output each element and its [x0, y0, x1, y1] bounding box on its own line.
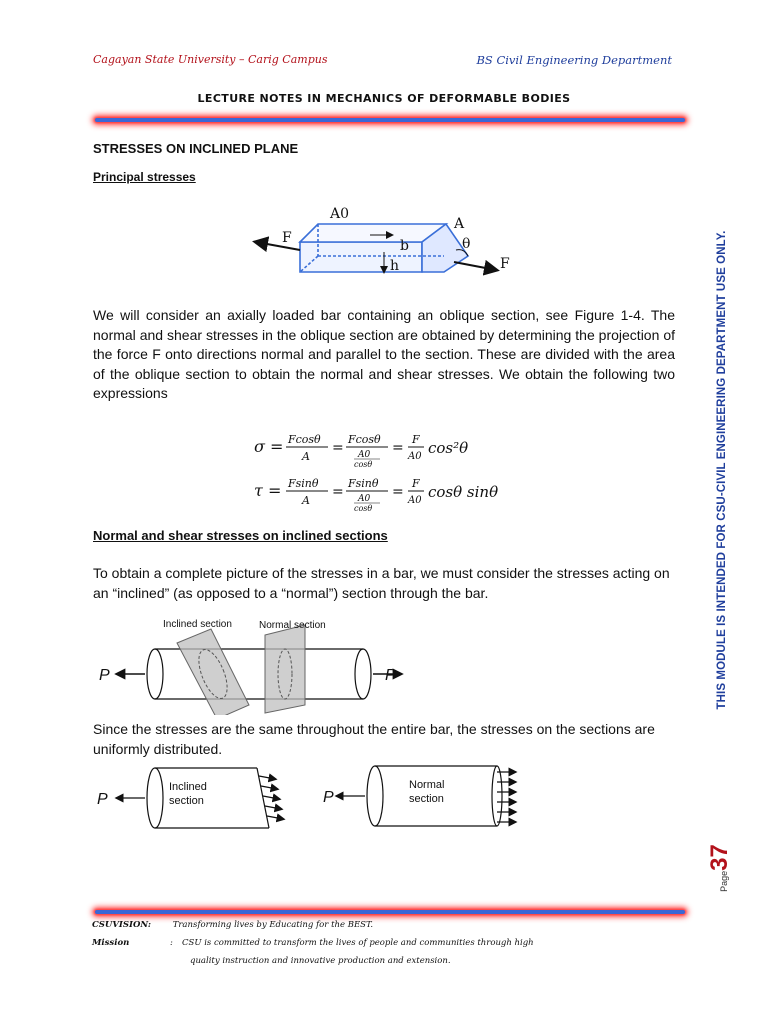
svg-text:F: F: [412, 477, 420, 490]
svg-text:A0: A0: [358, 494, 371, 504]
svg-text:section: section: [169, 795, 204, 807]
svg-text:=: =: [332, 484, 344, 500]
paragraph-oblique-section: We will consider an axially loaded bar containing an oblique section, see Figure 1-4. The normal and shear stresses in the oblique section are obtained by determining the projection of the force F onto directions normal and parallel to the section. These are divided with the area of the oblique section to obtain the normal and shear stresses. We obtain the following two expressions: [93, 307, 675, 401]
svg-text:cosθ sinθ: cosθ sinθ: [428, 483, 499, 501]
mission-text-1: CSU is committed to transform the lives of people and communities through high: [182, 938, 534, 948]
side-notice: THIS MODULE IS INTENDED FOR CSU-CIVIL ENGINEERING DEPARTMENT USE ONLY.: [716, 230, 728, 710]
svg-text:Fcosθ: Fcosθ: [288, 433, 321, 446]
subheading-principal-stresses: Principal stresses: [93, 170, 196, 184]
label-b: b: [400, 238, 409, 254]
header-rule: [95, 118, 685, 122]
page-number: [706, 844, 734, 892]
paragraph-uniform-distribution: Since the stresses are the same throughout the entire bar, the stresses on the sections are uniformly distributed.: [93, 721, 655, 757]
svg-text:=: =: [392, 440, 404, 456]
svg-text:section: section: [409, 793, 444, 805]
distributed-stress-figure: [93, 760, 533, 836]
svg-text:P: P: [97, 791, 108, 808]
oblique-bar-figure: [250, 200, 530, 292]
label-A0: A0: [330, 206, 350, 222]
mission-label: Mission: [92, 938, 130, 948]
footer-rule: [95, 910, 685, 914]
svg-text:A0: A0: [358, 450, 371, 460]
svg-text:σ =: σ =: [254, 437, 284, 456]
stress-equations: [250, 425, 510, 517]
svg-text:Fcosθ: Fcosθ: [348, 433, 381, 446]
svg-text:P: P: [99, 667, 110, 684]
label-inclined: Inclined: [169, 781, 207, 793]
label-F-left: F: [282, 230, 292, 246]
vision-label: CSUVISION:: [92, 920, 152, 930]
label-inclined-section: Inclined section: [163, 619, 232, 630]
svg-text:cosθ: cosθ: [354, 460, 373, 469]
inclined-section-plane: [177, 629, 249, 715]
svg-text:A: A: [302, 494, 310, 507]
svg-text:Fsinθ: Fsinθ: [288, 477, 319, 490]
paragraph-inclined-section: To obtain a complete picture of the stresses in a bar, we must consider the stresses acting on an “inclined” (as opposed to a “normal”) section through the bar.: [93, 565, 670, 601]
footer-vision: [92, 920, 373, 930]
svg-text:Fsinθ: Fsinθ: [348, 477, 379, 490]
header-subtitle: LECTURE NOTES IN MECHANICS OF DEFORMABLE BODIES: [197, 92, 571, 105]
vision-text: Transforming lives by Educating for the BEST.: [172, 920, 374, 930]
svg-text:F: F: [412, 433, 420, 446]
label-A: A: [454, 216, 465, 232]
header-university: Cagayan State University – Carig Campus: [93, 53, 328, 66]
svg-text:A0: A0: [408, 451, 422, 462]
svg-text:A0: A0: [408, 495, 422, 506]
footer-mission: Mission : CSU is committed to transform the lives of people and communities through high: [92, 938, 534, 948]
section-title: STRESSES ON INCLINED PLANE: [93, 141, 299, 156]
label-F-right: F: [500, 256, 510, 272]
force-arrow-right: [454, 262, 496, 270]
svg-text:=: =: [392, 484, 404, 500]
subheading-inclined-sections: Normal and shear stresses on inclined sections: [93, 528, 388, 543]
page-label: Page: [719, 870, 729, 892]
sections-bar-figure: [93, 615, 413, 715]
svg-text:=: =: [332, 440, 344, 456]
force-arrow-left: [256, 242, 300, 250]
label-normal-section: Normal section: [259, 620, 326, 631]
svg-text:τ =: τ =: [254, 481, 282, 500]
label-theta: θ: [462, 236, 471, 252]
label-normal: Normal: [409, 779, 445, 791]
svg-text:cos²θ: cos²θ: [428, 439, 469, 457]
svg-text:P: P: [323, 789, 334, 806]
header-department: BS Civil Engineering Department: [476, 53, 672, 67]
svg-text:A: A: [302, 450, 310, 463]
page-number-value: 37: [706, 844, 733, 871]
label-h: h: [390, 258, 400, 274]
normal-section-plane: [265, 625, 305, 713]
svg-text:P: P: [385, 667, 396, 684]
svg-text:cosθ: cosθ: [354, 504, 373, 513]
footer-mission-cont: quality instruction and innovative production and extension.: [190, 956, 451, 966]
